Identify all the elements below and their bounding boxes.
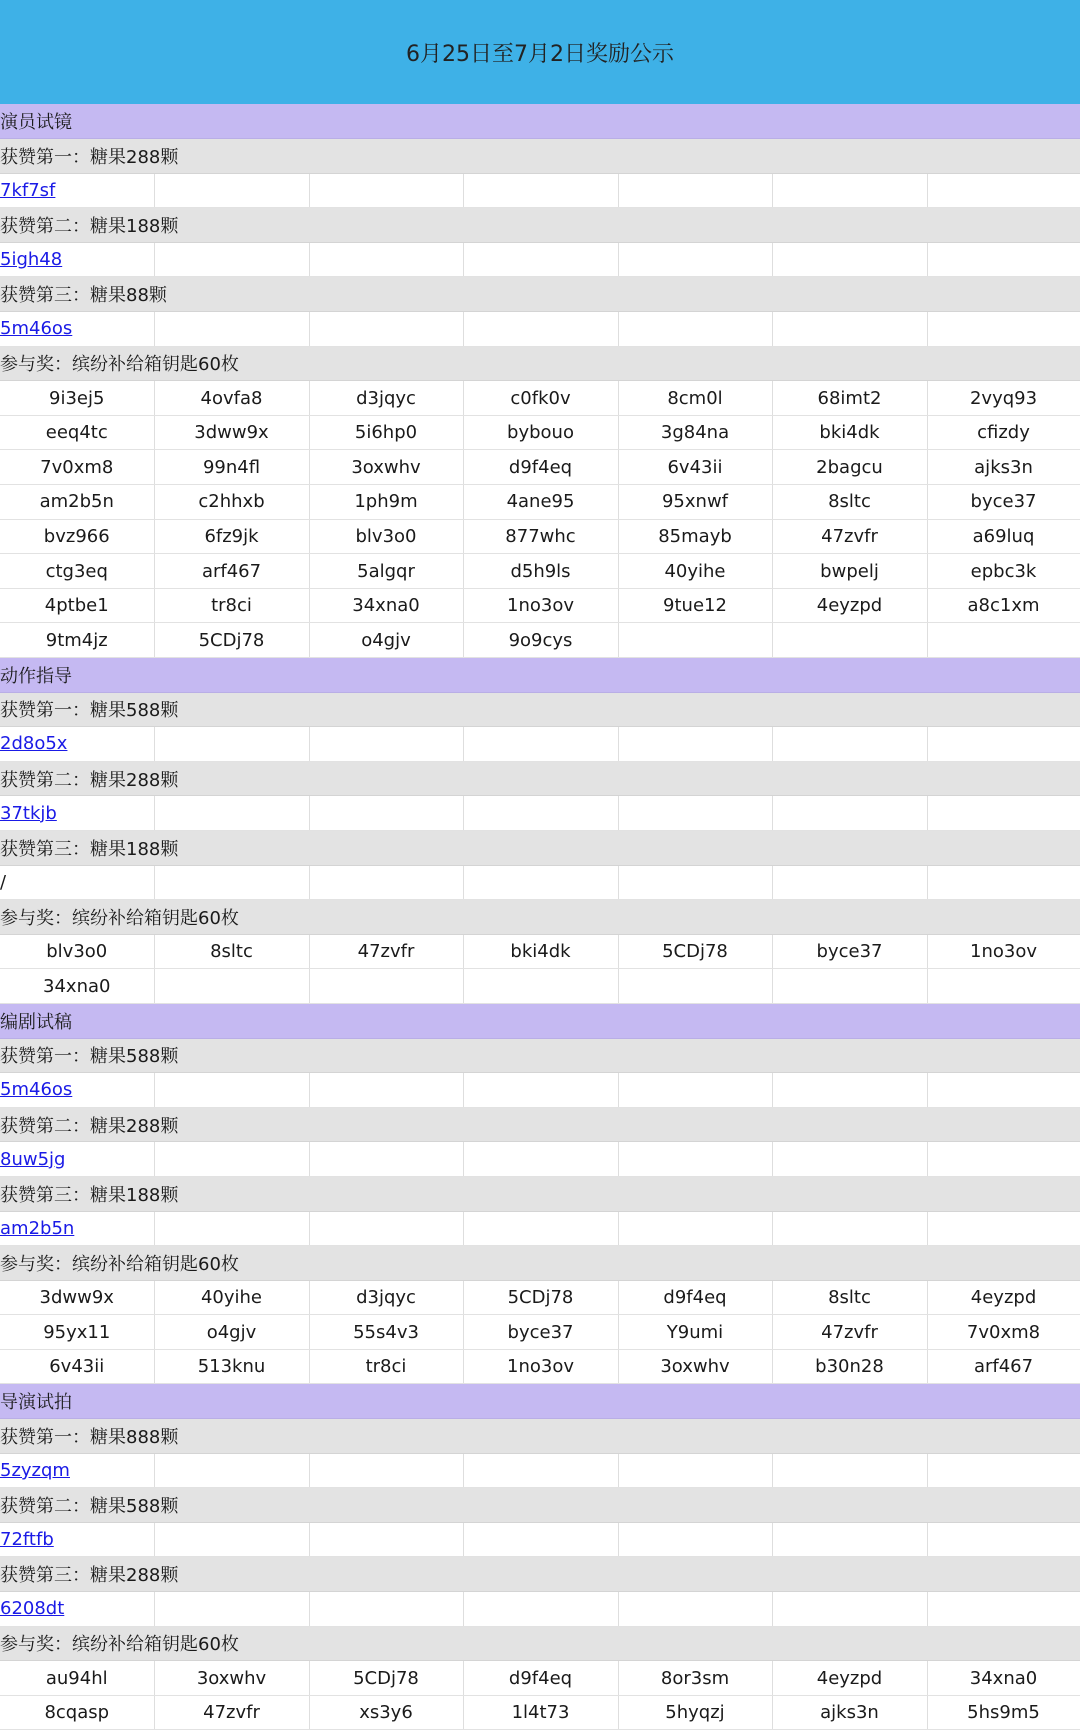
empty-cell: [309, 1592, 463, 1627]
winner-link[interactable]: 5m46os: [0, 1079, 73, 1101]
empty-cell: [927, 796, 1080, 831]
participant-name: 34xna0: [0, 969, 154, 1004]
empty-cell: [772, 623, 927, 658]
participant-name: 5hyqzj: [618, 1695, 772, 1730]
empty-cell: [154, 1211, 309, 1246]
winner-row: [0, 173, 1080, 208]
winner-cell: [0, 1211, 154, 1246]
prize-label: 获赞第三：糖果188颗: [0, 830, 1080, 865]
participant-name: 8cqasp: [0, 1695, 154, 1730]
winner-row: [0, 1453, 1080, 1488]
participant-name: 47zvfr: [309, 934, 463, 969]
participant-row: [0, 450, 1080, 485]
participant-name: 95yx11: [0, 1315, 154, 1350]
empty-cell: [618, 1211, 772, 1246]
participant-name: 4eyzpd: [927, 1280, 1080, 1315]
prize-label: 获赞第一：糖果288颗: [0, 139, 1080, 174]
winner-cell: [0, 1592, 154, 1627]
empty-cell: [772, 969, 927, 1004]
empty-cell: [927, 173, 1080, 208]
category-title: 导演试拍: [0, 1384, 1080, 1419]
empty-cell: [463, 173, 618, 208]
participant-name: 5CDj78: [154, 623, 309, 658]
participant-row: [0, 415, 1080, 450]
empty-cell: [154, 1453, 309, 1488]
empty-cell: [618, 969, 772, 1004]
participant-name: ajks3n: [772, 1695, 927, 1730]
empty-cell: [772, 1142, 927, 1177]
empty-cell: [309, 1211, 463, 1246]
empty-cell: [927, 1211, 1080, 1246]
participant-name: 3oxwhv: [309, 450, 463, 485]
prize-row: [0, 1557, 1080, 1592]
category-header: [0, 658, 1080, 693]
empty-cell: [927, 865, 1080, 900]
empty-cell: [618, 1592, 772, 1627]
participant-name: c2hhxb: [154, 485, 309, 520]
page-header: [0, 0, 1080, 104]
prize-label: 获赞第三：糖果288颗: [0, 1557, 1080, 1592]
winner-row: [0, 865, 1080, 900]
participant-name: 4ovfa8: [154, 381, 309, 416]
participant-name: arf467: [927, 1349, 1080, 1384]
prize-label: 获赞第三：糖果88颗: [0, 277, 1080, 312]
winner-link[interactable]: 5igh48: [0, 249, 63, 271]
empty-cell: [772, 312, 927, 347]
participant-name: 8sltc: [154, 934, 309, 969]
empty-cell: [463, 312, 618, 347]
empty-cell: [463, 796, 618, 831]
participant-name: 5CDj78: [463, 1280, 618, 1315]
winner-cell: [0, 727, 154, 762]
empty-cell: [154, 1142, 309, 1177]
empty-cell: [772, 1073, 927, 1108]
empty-cell: [463, 1073, 618, 1108]
empty-cell: [154, 173, 309, 208]
participant-name: 3oxwhv: [154, 1661, 309, 1696]
empty-cell: [927, 1142, 1080, 1177]
participation-label: 参与奖：缤纷补给箱钥匙60枚: [0, 900, 1080, 935]
participant-name: bki4dk: [463, 934, 618, 969]
participant-name: d9f4eq: [618, 1280, 772, 1315]
empty-cell: [772, 727, 927, 762]
winner-cell: [0, 1073, 154, 1108]
participant-row: [0, 519, 1080, 554]
empty-cell: [772, 173, 927, 208]
empty-cell: [618, 1453, 772, 1488]
winner-link[interactable]: 8uw5jg: [0, 1148, 66, 1170]
empty-cell: [154, 865, 309, 900]
participant-row: [0, 554, 1080, 589]
participant-name: 8sltc: [772, 1280, 927, 1315]
empty-cell: [927, 1522, 1080, 1557]
prize-row: [0, 1107, 1080, 1142]
category-title: 演员试镜: [0, 104, 1080, 139]
prize-label: 获赞第二：糖果288颗: [0, 761, 1080, 796]
empty-cell: [927, 1453, 1080, 1488]
prize-row: [0, 1038, 1080, 1073]
participant-name: arf467: [154, 554, 309, 589]
empty-cell: [309, 727, 463, 762]
participant-name: 877whc: [463, 519, 618, 554]
prize-label: 获赞第二：糖果288颗: [0, 1107, 1080, 1142]
participant-name: ctg3eq: [0, 554, 154, 589]
participant-name: o4gjv: [309, 623, 463, 658]
participant-name: 3g84na: [618, 415, 772, 450]
participant-name: 2vyq93: [927, 381, 1080, 416]
participant-name: am2b5n: [0, 485, 154, 520]
participant-name: 513knu: [154, 1349, 309, 1384]
participant-name: 9o9cys: [463, 623, 618, 658]
participant-name: blv3o0: [0, 934, 154, 969]
winner-row: [0, 1592, 1080, 1627]
participation-row: [0, 346, 1080, 381]
participant-name: 85mayb: [618, 519, 772, 554]
empty-cell: [927, 623, 1080, 658]
participant-name: 8cm0l: [618, 381, 772, 416]
participant-name: 47zvfr: [772, 519, 927, 554]
participant-name: 6fz9jk: [154, 519, 309, 554]
empty-cell: [772, 796, 927, 831]
participant-row: [0, 969, 1080, 1004]
empty-cell: [618, 865, 772, 900]
empty-cell: [154, 969, 309, 1004]
participant-name: 3dww9x: [0, 1280, 154, 1315]
prize-row: [0, 139, 1080, 174]
category-title: 编剧试稿: [0, 1003, 1080, 1038]
participant-row: [0, 1315, 1080, 1350]
participation-label: 参与奖：缤纷补给箱钥匙60枚: [0, 1626, 1080, 1661]
participant-name: 47zvfr: [154, 1695, 309, 1730]
winner-cell: [0, 312, 154, 347]
participant-name: 1l4t73: [463, 1695, 618, 1730]
empty-cell: [309, 173, 463, 208]
winner-cell: [0, 173, 154, 208]
participant-name: byce37: [772, 934, 927, 969]
winner-row: [0, 1211, 1080, 1246]
winner-row: [0, 796, 1080, 831]
participant-name: 4eyzpd: [772, 588, 927, 623]
empty-cell: [772, 865, 927, 900]
winner-cell: [0, 865, 154, 900]
empty-cell: [463, 1592, 618, 1627]
empty-cell: [618, 1073, 772, 1108]
participant-row: [0, 934, 1080, 969]
prize-row: [0, 1176, 1080, 1211]
prize-label: 获赞第二：糖果188颗: [0, 208, 1080, 243]
participant-name: 3oxwhv: [618, 1349, 772, 1384]
empty-cell: [463, 1453, 618, 1488]
empty-cell: [463, 727, 618, 762]
participant-name: o4gjv: [154, 1315, 309, 1350]
participation-label: 参与奖：缤纷补给箱钥匙60枚: [0, 1246, 1080, 1281]
participant-name: xs3y6: [309, 1695, 463, 1730]
empty-cell: [463, 1211, 618, 1246]
empty-cell: [772, 1592, 927, 1627]
winner-cell: [0, 796, 154, 831]
category-header: [0, 104, 1080, 139]
empty-cell: [927, 312, 1080, 347]
winner-link[interactable]: am2b5n: [0, 1217, 75, 1239]
winner-row: [0, 312, 1080, 347]
empty-cell: [463, 1142, 618, 1177]
participant-row: [0, 588, 1080, 623]
empty-cell: [927, 969, 1080, 1004]
participant-name: byce37: [463, 1315, 618, 1350]
empty-cell: [154, 1522, 309, 1557]
participant-name: 3dww9x: [154, 415, 309, 450]
participant-name: au94hl: [0, 1661, 154, 1696]
empty-cell: [309, 1453, 463, 1488]
participant-row: [0, 623, 1080, 658]
participant-name: 9tm4jz: [0, 623, 154, 658]
prize-label: 获赞第一：糖果588颗: [0, 1038, 1080, 1073]
participation-label: 参与奖：缤纷补给箱钥匙60枚: [0, 346, 1080, 381]
winner-row: [0, 727, 1080, 762]
participant-name: a69luq: [927, 519, 1080, 554]
winner-cell: [0, 1522, 154, 1557]
prize-row: [0, 208, 1080, 243]
participant-name: d3jqyc: [309, 1280, 463, 1315]
participant-name: a8c1xm: [927, 588, 1080, 623]
participant-name: d9f4eq: [463, 1661, 618, 1696]
winner-link[interactable]: 6208dt: [0, 1598, 65, 1620]
empty-cell: [618, 1522, 772, 1557]
participant-name: 1ph9m: [309, 485, 463, 520]
participant-name: 9tue12: [618, 588, 772, 623]
empty-cell: [927, 727, 1080, 762]
participant-name: 8sltc: [772, 485, 927, 520]
participant-name: 5i6hp0: [309, 415, 463, 450]
category-header: [0, 1003, 1080, 1038]
winner-link[interactable]: 72ftfb: [0, 1529, 54, 1551]
participant-name: d3jqyc: [309, 381, 463, 416]
participant-name: 6v43ii: [618, 450, 772, 485]
winner-link[interactable]: 7kf7sf: [0, 179, 56, 201]
participant-name: cfizdy: [927, 415, 1080, 450]
prize-row: [0, 830, 1080, 865]
empty-cell: [618, 796, 772, 831]
participation-row: [0, 900, 1080, 935]
empty-cell: [154, 1073, 309, 1108]
empty-cell: [618, 173, 772, 208]
page-title: 6月25日至7月2日奖励公示: [406, 41, 674, 67]
participant-name: 6v43ii: [0, 1349, 154, 1384]
empty-cell: [309, 1073, 463, 1108]
participant-name: d9f4eq: [463, 450, 618, 485]
empty-cell: [463, 1522, 618, 1557]
empty-cell: [154, 1592, 309, 1627]
winner-cell: [0, 1453, 154, 1488]
prize-row: [0, 277, 1080, 312]
empty-cell: [618, 1142, 772, 1177]
participant-name: 68imt2: [772, 381, 927, 416]
winner-link[interactable]: 5m46os: [0, 318, 73, 340]
winner-row: [0, 1073, 1080, 1108]
participant-name: 34xna0: [927, 1661, 1080, 1696]
participant-name: c0fk0v: [463, 381, 618, 416]
empty-cell: [927, 1592, 1080, 1627]
participant-name: Y9umi: [618, 1315, 772, 1350]
participant-name: d5h9ls: [463, 554, 618, 589]
participant-name: 5algqr: [309, 554, 463, 589]
participant-name: tr8ci: [309, 1349, 463, 1384]
participant-name: tr8ci: [154, 588, 309, 623]
winner-cell: [0, 1142, 154, 1177]
participant-name: 5CDj78: [618, 934, 772, 969]
empty-cell: [618, 623, 772, 658]
empty-cell: [772, 242, 927, 277]
participation-row: [0, 1626, 1080, 1661]
participant-name: byce37: [927, 485, 1080, 520]
prize-row: [0, 761, 1080, 796]
winner-link[interactable]: 5zyzqm: [0, 1459, 70, 1481]
participant-name: 9i3ej5: [0, 381, 154, 416]
empty-cell: [772, 1211, 927, 1246]
participant-name: 5hs9m5: [927, 1695, 1080, 1730]
participant-name: 4eyzpd: [772, 1661, 927, 1696]
prize-row: [0, 1419, 1080, 1454]
empty-cell: [309, 1522, 463, 1557]
prize-row: [0, 692, 1080, 727]
winner-link[interactable]: 2d8o5x: [0, 733, 68, 755]
participant-row: [0, 1349, 1080, 1384]
participant-name: 1no3ov: [463, 1349, 618, 1384]
winner-row: [0, 1522, 1080, 1557]
participant-name: 99n4fl: [154, 450, 309, 485]
participant-name: 40yihe: [154, 1280, 309, 1315]
participant-name: 5CDj78: [309, 1661, 463, 1696]
participant-name: 1no3ov: [927, 934, 1080, 969]
category-title: 动作指导: [0, 658, 1080, 693]
participant-row: [0, 1661, 1080, 1696]
participant-name: epbc3k: [927, 554, 1080, 589]
participant-name: 34xna0: [309, 588, 463, 623]
participant-name: 95xnwf: [618, 485, 772, 520]
participant-name: blv3o0: [309, 519, 463, 554]
participant-row: [0, 1695, 1080, 1730]
participant-name: bvz966: [0, 519, 154, 554]
empty-cell: [154, 727, 309, 762]
participant-name: bki4dk: [772, 415, 927, 450]
empty-cell: [154, 796, 309, 831]
empty-cell: [309, 969, 463, 1004]
participant-name: 4ane95: [463, 485, 618, 520]
empty-cell: [463, 865, 618, 900]
prize-label: 获赞第一：糖果888颗: [0, 1419, 1080, 1454]
prize-label: 获赞第一：糖果588颗: [0, 692, 1080, 727]
reward-table: [0, 104, 1080, 1730]
empty-cell: [772, 1453, 927, 1488]
empty-cell: [463, 969, 618, 1004]
empty-cell: [309, 242, 463, 277]
empty-cell: [618, 242, 772, 277]
participant-name: 1no3ov: [463, 588, 618, 623]
empty-cell: [309, 865, 463, 900]
category-header: [0, 1384, 1080, 1419]
participant-name: 40yihe: [618, 554, 772, 589]
participant-name: 2bagcu: [772, 450, 927, 485]
winner-cell: [0, 242, 154, 277]
participant-name: 55s4v3: [309, 1315, 463, 1350]
participation-row: [0, 1246, 1080, 1281]
empty-cell: [309, 312, 463, 347]
participant-name: 4ptbe1: [0, 588, 154, 623]
empty-cell: [309, 1142, 463, 1177]
empty-cell: [154, 312, 309, 347]
empty-cell: [772, 1522, 927, 1557]
empty-cell: [463, 242, 618, 277]
winner-row: [0, 242, 1080, 277]
winner-placeholder: /: [0, 871, 7, 893]
participant-row: [0, 381, 1080, 416]
empty-cell: [618, 727, 772, 762]
participant-name: 8or3sm: [618, 1661, 772, 1696]
prize-label: 获赞第二：糖果588颗: [0, 1488, 1080, 1523]
winner-row: [0, 1142, 1080, 1177]
participant-name: 7v0xm8: [0, 450, 154, 485]
empty-cell: [309, 796, 463, 831]
prize-label: 获赞第三：糖果188颗: [0, 1176, 1080, 1211]
participant-name: bybouo: [463, 415, 618, 450]
empty-cell: [618, 312, 772, 347]
empty-cell: [154, 242, 309, 277]
empty-cell: [927, 242, 1080, 277]
prize-row: [0, 1488, 1080, 1523]
participant-row: [0, 485, 1080, 520]
participant-name: bwpelj: [772, 554, 927, 589]
winner-link[interactable]: 37tkjb: [0, 802, 57, 824]
empty-cell: [927, 1073, 1080, 1108]
participant-name: eeq4tc: [0, 415, 154, 450]
participant-row: [0, 1280, 1080, 1315]
participant-name: ajks3n: [927, 450, 1080, 485]
participant-name: 7v0xm8: [927, 1315, 1080, 1350]
participant-name: 47zvfr: [772, 1315, 927, 1350]
participant-name: b30n28: [772, 1349, 927, 1384]
